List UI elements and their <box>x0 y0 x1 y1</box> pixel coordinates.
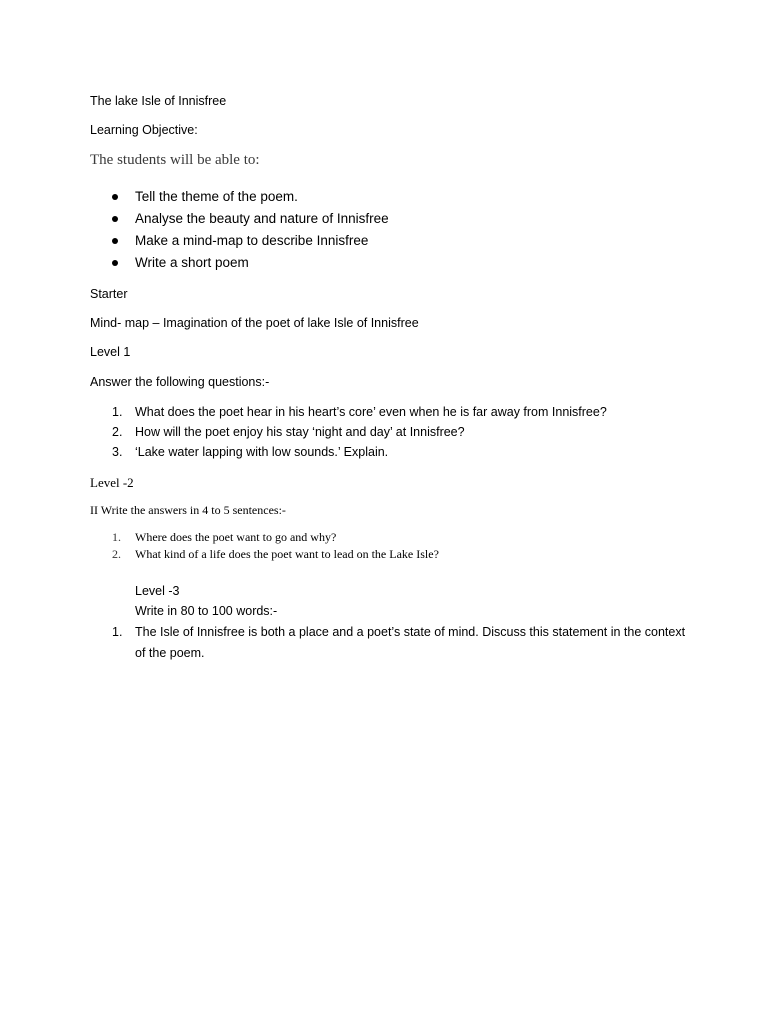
question-item: 1. The Isle of Innisfree is both a place and a poet’s state of mind. Discuss this statement in the context of the poem. <box>112 625 686 660</box>
level-3-heading: Level -3 <box>135 584 180 598</box>
question-item: 2. What kind of a life does the poet want to lead on the Lake Isle? <box>112 547 439 561</box>
question-item: 2. How will the poet enjoy his stay ‘night and day’ at Innisfree? <box>112 425 465 439</box>
learning-objective-heading: Learning Objective: <box>90 123 198 137</box>
level-1-heading: Level 1 <box>90 345 131 359</box>
level-1-questions <box>90 402 607 462</box>
level-1-instruction: Answer the following questions:- <box>90 375 270 389</box>
mind-map-task: Mind- map – Imagination of the poet of lake Isle of Innisfree <box>90 316 419 330</box>
objectives-intro: The students will be able to: <box>90 152 260 168</box>
starter-heading: Starter <box>90 287 128 301</box>
level-2-questions <box>90 529 439 563</box>
objective-item: Write a short poem <box>90 253 389 275</box>
question-item: 1. What does the poet hear in his heart’s core’ even when he is far away from Innisfree? <box>112 405 607 419</box>
level-3-instruction: Write in 80 to 100 words:- <box>135 604 278 618</box>
bullet-icon <box>112 216 118 222</box>
level-2-heading: Level -2 <box>90 475 134 490</box>
document-title: The lake Isle of Innisfree <box>90 94 227 108</box>
objectives-list <box>90 187 389 275</box>
objective-item: Tell the theme of the poem. <box>90 187 389 209</box>
bullet-icon <box>112 260 118 266</box>
level-3-questions <box>90 622 695 663</box>
question-item: 3. ‘Lake water lapping with low sounds.’ Explain. <box>112 445 389 459</box>
objective-item: Analyse the beauty and nature of Innisfree <box>90 209 389 231</box>
question-item: 1. Where does the poet want to go and why? <box>112 530 337 544</box>
level-2-instruction: II Write the answers in 4 to 5 sentences:- <box>90 503 286 517</box>
bullet-icon <box>112 238 118 244</box>
bullet-icon <box>112 194 118 200</box>
objective-item: Make a mind-map to describe Innisfree <box>90 231 389 253</box>
